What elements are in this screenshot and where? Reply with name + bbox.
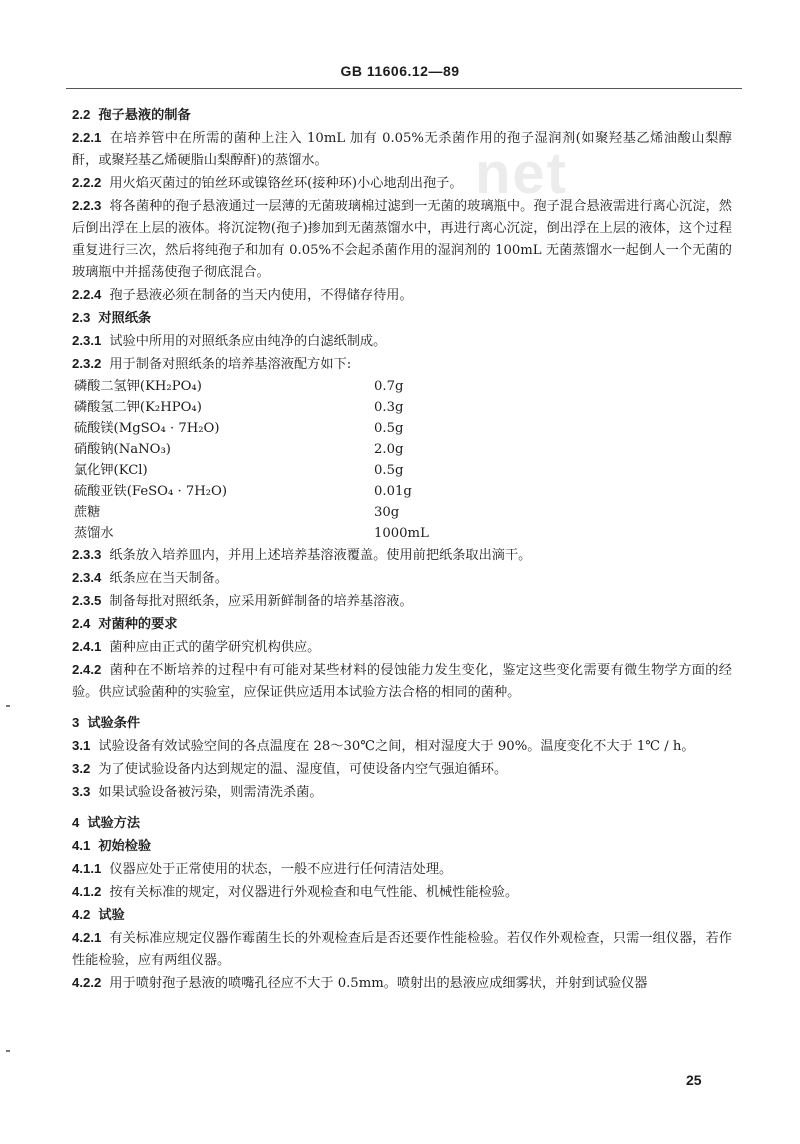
- clause-paragraph: [72, 972, 732, 995]
- clause-number: 2.3.3: [72, 547, 102, 562]
- formula-row: [72, 376, 732, 397]
- heading-text: 对菌种的要求: [98, 617, 178, 632]
- clause-paragraph: [72, 927, 732, 972]
- clause-paragraph: [72, 659, 732, 704]
- ingredient-amount: 1000mL: [374, 526, 429, 541]
- clause-paragraph: [72, 567, 732, 590]
- ingredient-amount: 30g: [374, 505, 400, 520]
- clause-text: 有关标准应规定仪器作霉菌生长的外观检查后是否还要作性能检验。若仅作外观检查，只需一组仪器，若作性能检验，应有两组仪器。: [72, 931, 732, 968]
- clause-paragraph: [72, 544, 732, 567]
- clause-text: 按有关标准的规定，对仪器进行外观检查和电气性能、机械性能检验。: [109, 885, 519, 900]
- clause-number: 4.2: [72, 907, 91, 922]
- section-heading: [72, 307, 732, 330]
- watermark: net: [475, 141, 568, 206]
- ingredient-name: 硫酸亚铁(FeSO₄ · 7H₂O): [74, 484, 227, 499]
- clause-number: 2.2.2: [72, 175, 102, 190]
- clause-text: 纸条应在当天制备。: [109, 571, 229, 586]
- formula-table: [72, 376, 732, 544]
- heading-text: 试验: [98, 908, 125, 923]
- clause-text: 制备每批对照纸条，应采用新鲜制备的培养基溶液。: [109, 594, 413, 609]
- clause-number: 3.2: [72, 761, 91, 776]
- ingredient-amount: 0.3g: [374, 400, 404, 415]
- formula-row: [72, 502, 732, 523]
- clause-paragraph: [72, 330, 732, 353]
- formula-row: [72, 418, 732, 439]
- clause-paragraph: [72, 284, 732, 307]
- heading-text: 对照纸条: [98, 311, 152, 326]
- ingredient-name: 硫酸镁(MgSO₄ · 7H₂O): [74, 421, 220, 436]
- clause-text: 试验中所用的对照纸条应由纯净的白滤纸制成。: [109, 334, 387, 349]
- clause-number: 2.2: [72, 107, 91, 122]
- clause-number: 3.1: [72, 738, 91, 753]
- clause-number: 2.4: [72, 616, 91, 631]
- clause-number: 3: [72, 715, 80, 730]
- section-heading: [72, 613, 732, 636]
- section-heading: [72, 835, 732, 858]
- heading-text: 初始检验: [98, 839, 152, 854]
- ingredient-name: 硝酸钠(NaNO₃): [74, 442, 171, 457]
- ingredient-amount: 0.5g: [374, 421, 404, 436]
- heading-text: 试验条件: [87, 716, 141, 731]
- clause-number: 2.3.5: [72, 593, 102, 608]
- clause-number: 2.3.1: [72, 333, 102, 348]
- clause-text: 纸条放入培养皿内，并用上述培养基溶液覆盖。使用前把纸条取出滴干。: [109, 548, 532, 563]
- clause-number: 2.2.1: [72, 130, 102, 145]
- clause-paragraph: [72, 127, 732, 172]
- clause-text: 用于制备对照纸条的培养基溶液配方如下:: [109, 357, 352, 372]
- section-heading: [72, 104, 732, 127]
- clause-paragraph: [72, 353, 732, 376]
- document-body: [72, 104, 732, 995]
- clause-text: 孢子悬液必须在制备的当天内使用，不得储存待用。: [109, 288, 413, 303]
- clause-paragraph: [72, 590, 732, 613]
- clause-text: 菌种应由正式的菌学研究机构供应。: [109, 640, 321, 655]
- formula-row: [72, 523, 732, 544]
- page-number: 25: [686, 1072, 702, 1088]
- clause-text: 如果试验设备被污染，则需清洗杀菌。: [98, 785, 323, 800]
- page-header: GB 11606.12—89: [340, 63, 460, 79]
- ingredient-amount: 0.5g: [374, 463, 404, 478]
- formula-row: [72, 460, 732, 481]
- ingredient-name: 蔗糖: [74, 505, 101, 520]
- ingredient-name: 磷酸氢二钾(K₂HPO₄): [74, 400, 202, 415]
- scan-speck: [6, 705, 10, 707]
- clause-number: 3.3: [72, 784, 91, 799]
- clause-number: 4: [72, 815, 80, 830]
- heading-text: 试验方法: [87, 816, 141, 831]
- section-gap: [72, 804, 732, 812]
- ingredient-name: 磷酸二氢钾(KH₂PO₄): [74, 379, 202, 394]
- ingredient-amount: 0.7g: [374, 379, 404, 394]
- clause-number: 2.3: [72, 310, 91, 325]
- heading-text: 孢子悬液的制备: [98, 108, 191, 123]
- ingredient-name: 氯化钾(KCl): [74, 463, 148, 478]
- header-rule: [66, 88, 742, 89]
- clause-paragraph: [72, 858, 732, 881]
- clause-number: 4.1.1: [72, 861, 102, 876]
- section-heading: [72, 812, 732, 835]
- scan-speck: [6, 1050, 10, 1052]
- clause-text: 为了使试验设备内达到规定的温、湿度值，可使设备内空气强迫循环。: [98, 762, 508, 777]
- clause-number: 4.1.2: [72, 884, 102, 899]
- clause-number: 2.4.2: [72, 662, 102, 677]
- clause-number: 4.2.1: [72, 930, 102, 945]
- clause-number: 2.4.1: [72, 639, 102, 654]
- formula-row: [72, 439, 732, 460]
- clause-number: 4.2.2: [72, 975, 102, 990]
- clause-paragraph: [72, 881, 732, 904]
- clause-text: 试验设备有效试验空间的各点温度在 28～30℃之间，相对湿度大于 90%。温度变化不大于 1℃ / h。: [98, 739, 695, 754]
- clause-text: 仪器应处于正常使用的状态，一般不应进行任何清洁处理。: [109, 862, 453, 877]
- clause-text: 将各菌种的孢子悬液通过一层薄的无菌玻璃棉过滤到一无菌的玻璃瓶中。孢子混合悬液需进行离心沉淀，然后倒出浮在上层的液体。将沉淀物(孢子)掺加到无菌蒸馏水中，再进行离心沉淀，倒出浮在上层的液体，这个过程重复进行三次，然后将纯孢子和加有 0.05%不会起杀菌作用的湿润剂的 100mL 无菌蒸馏水一起倒人一个无菌的玻璃瓶中并摇荡使孢子彻底混合。: [72, 199, 732, 280]
- ingredient-amount: 2.0g: [374, 442, 404, 457]
- clause-paragraph: [72, 735, 732, 758]
- ingredient-name: 蒸馏水: [74, 526, 114, 541]
- section-heading: [72, 712, 732, 735]
- clause-number: 2.3.2: [72, 356, 102, 371]
- clause-paragraph: [72, 172, 732, 195]
- clause-paragraph: [72, 195, 732, 284]
- clause-paragraph: [72, 758, 732, 781]
- section-heading: [72, 904, 732, 927]
- clause-text: 在培养管中在所需的菌种上注入 10mL 加有 0.05%无杀菌作用的孢子湿润剂(如聚羟基乙烯油酸山梨醇酐，或聚羟基乙烯硬脂山梨醇酐)的蒸馏水。: [72, 131, 732, 168]
- clause-number: 2.3.4: [72, 570, 102, 585]
- clause-paragraph: [72, 636, 732, 659]
- formula-row: [72, 397, 732, 418]
- clause-text: 用于喷射孢子悬液的喷嘴孔径应不大于 0.5mm。喷射出的悬液应成细雾状，并射到试验仪器: [109, 976, 648, 991]
- ingredient-amount: 0.01g: [374, 484, 412, 499]
- formula-row: [72, 481, 732, 502]
- clause-number: 2.2.4: [72, 287, 102, 302]
- clause-number: 4.1: [72, 838, 91, 853]
- clause-text: 用火焰灭菌过的铂丝环或镍铬丝环(接种环)小心地刮出孢子。: [109, 176, 463, 191]
- section-gap: [72, 704, 732, 712]
- clause-text: 菌种在不断培养的过程中有可能对某些材料的侵蚀能力发生变化，鉴定这些变化需要有微生物学方面的经验。供应试验菌种的实验室，应保证供应适用本试验方法合格的相同的菌种。: [72, 663, 732, 700]
- clause-paragraph: [72, 781, 732, 804]
- clause-number: 2.2.3: [72, 198, 102, 213]
